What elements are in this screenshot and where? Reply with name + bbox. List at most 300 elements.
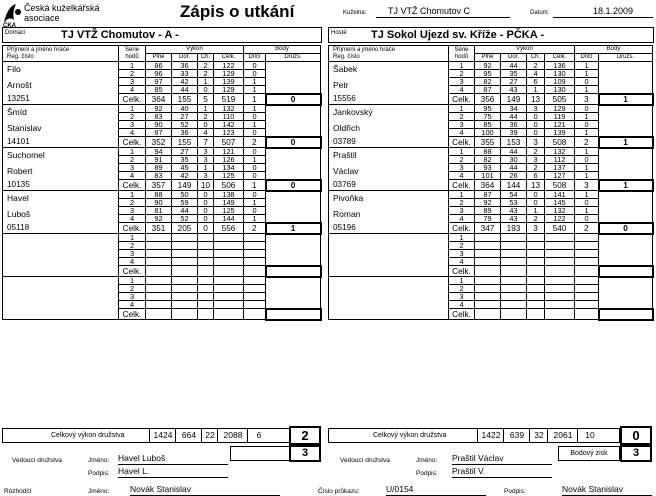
series-number: 4 [449,301,475,309]
series-number: 1 [449,277,475,285]
series-number: 3 [119,78,146,86]
total-celk: 506 [214,180,244,191]
score-plne [146,301,172,309]
score-celk: 127 [545,172,575,180]
score-plne: 97 [146,78,172,86]
score-plne: 81 [146,207,172,215]
score-celk [214,234,244,242]
player-surname: Havel [3,191,119,207]
score-dor [501,301,527,309]
score-plne: 95 [475,105,501,113]
score-dilci: 0 [244,70,266,78]
score-celk: 144 [214,215,244,223]
series-number: 1 [119,277,146,285]
score-ch: 0 [527,191,545,199]
score-dor: 50 [172,191,198,199]
score-dilci: 1 [244,199,266,207]
druzs-empty [266,191,321,223]
player-reg-number: 03789 [329,137,449,148]
score-ch: 1 [527,207,545,215]
player-surname: Suchomel [3,148,119,164]
score-ch [527,242,545,250]
plne-col-header: Plné [475,54,501,62]
score-dilci: 0 [244,191,266,199]
score-plne [146,293,172,301]
score-ch: 0 [527,199,545,207]
score-dilci: 0 [244,148,266,156]
score-dilci [575,242,599,250]
total-label: Celk. [119,180,146,191]
score-ch [527,285,545,293]
series-number: 4 [119,129,146,137]
series-number: 4 [119,86,146,94]
player-total-row [329,266,653,277]
total-dilci: 2 [575,137,599,148]
series-number: 3 [449,293,475,301]
ch-col-header: Ch. [198,54,214,62]
score-celk: 109 [545,78,575,86]
guest-sum-plne: 1422 [477,429,504,442]
player-total-row [329,137,653,148]
score-celk: 134 [214,164,244,172]
guest-team-header [328,27,654,43]
total-plne: 357 [146,180,172,191]
score-dor: 44 [501,148,527,156]
total-celk: 540 [545,223,575,234]
guest-summary-row [328,428,620,443]
home-team-header [2,27,322,43]
series-number: 4 [449,129,475,137]
score-dor: 54 [501,191,527,199]
home-sum-dor: 664 [175,429,202,442]
team-points-box [266,309,321,320]
total-dor: 149 [501,94,527,105]
score-dilci: 1 [575,129,599,137]
player-reg-number: 03769 [329,180,449,191]
score-dilci: 1 [244,121,266,129]
druzs-col-header: Družs. [599,54,653,62]
druzs-empty [599,62,653,94]
score-plne: 92 [475,62,501,70]
series-number: 1 [449,62,475,70]
score-celk [214,250,244,258]
total-label: Celk. [119,223,146,234]
series-number: 1 [119,234,146,242]
score-ch: 2 [527,62,545,70]
score-dilci [244,234,266,242]
score-dor: 44 [172,207,198,215]
score-dor: 36 [172,62,198,70]
total-dor: 155 [172,137,198,148]
home-summary-label: Celkový výkon družstva [51,432,125,439]
team-points-box: 1 [599,94,653,105]
score-dilci: 0 [244,164,266,172]
total-dilci: 1 [244,180,266,191]
score-ch [527,234,545,242]
score-plne: 85 [146,86,172,94]
player-reg-number [3,309,119,320]
body-header: Body [575,46,653,54]
score-dor [501,285,527,293]
name-header-line1: Příjmení a jméno hráče [333,46,396,53]
series-number: 3 [119,207,146,215]
score-plne [146,242,172,250]
guest-podpis-label: Podpis: [416,470,438,477]
score-celk [214,242,244,250]
home-captain-name: Havel Luboš [118,453,228,465]
page-title: Zápis o utkání [180,2,295,21]
score-ch: 1 [198,78,214,86]
score-dilci [244,277,266,285]
series-number: 4 [449,172,475,180]
score-dilci: 0 [244,62,266,70]
total-dilci: 3 [575,180,599,191]
score-dor: 42 [172,172,198,180]
score-dor: 36 [501,121,527,129]
series-number: 1 [119,148,146,156]
total-celk: 508 [545,180,575,191]
home-team-name: TJ VTŽ Chomutov - A - [61,29,179,41]
player-reg-number [329,266,449,277]
player-firstname [3,250,119,266]
home-summary-row [2,428,290,443]
score-celk: 132 [214,105,244,113]
home-sum-plne: 1424 [149,429,176,442]
series-number: 3 [119,250,146,258]
score-plne [475,277,501,285]
series-number: 2 [449,285,475,293]
player-firstname [3,293,119,309]
total-celk: 505 [545,94,575,105]
player-reg-number: 10135 [3,180,119,191]
score-dilci [575,250,599,258]
series-number: 4 [449,258,475,266]
score-celk: 132 [545,207,575,215]
referee-podpis-label: Podpis: [504,488,526,495]
score-ch: 4 [198,129,214,137]
total-celk: 556 [214,223,244,234]
series-number: 2 [449,70,475,78]
score-plne [146,277,172,285]
player-series-row [3,148,321,156]
score-celk: 149 [214,199,244,207]
score-celk: 139 [545,129,575,137]
team-points-box: 1 [599,137,653,148]
score-plne [475,258,501,266]
venue-value: TJ VTŽ Chomutov C [376,6,510,18]
home-jmeno-label: Jméno: [88,457,110,464]
score-dor: 40 [172,105,198,113]
score-ch [198,293,214,301]
player-reg-number: 13251 [3,94,119,105]
score-ch: 0 [198,121,214,129]
score-dor [172,285,198,293]
druzs-empty [599,191,653,223]
score-celk: 121 [214,148,244,156]
total-celk [545,266,575,277]
series-number: 2 [449,156,475,164]
home-captain-label: Vedoucí družstva [12,457,62,464]
score-plne: 100 [475,129,501,137]
series-number: 2 [119,113,146,121]
player-total-row [329,94,653,105]
guest-sum-ch: 32 [529,429,548,442]
team-points-box: 0 [599,223,653,234]
svg-text:ČKA: ČKA [3,23,16,28]
total-plne [475,309,501,320]
score-dilci: 1 [575,207,599,215]
score-ch: 0 [198,207,214,215]
score-plne: 86 [146,62,172,70]
score-dor: 44 [501,113,527,121]
druzs-empty [266,234,321,266]
total-dilci: 2 [244,223,266,234]
player-firstname: Robert [3,164,119,180]
score-plne: 94 [146,148,172,156]
total-plne: 352 [146,137,172,148]
druzs-empty [266,105,321,137]
score-celk: 125 [214,207,244,215]
score-dor: 35 [501,70,527,78]
score-plne: 92 [475,199,501,207]
score-ch: 3 [527,105,545,113]
score-dilci: 0 [575,78,599,86]
score-dor [172,301,198,309]
guest-jmeno-label: Jméno: [416,457,438,464]
druzs-empty [599,277,653,309]
player-firstname: Stanislav [3,121,119,137]
ch-col-header: Ch. [527,54,545,62]
series-number: 3 [119,164,146,172]
score-plne: 90 [146,121,172,129]
score-dilci [244,301,266,309]
score-dilci: 0 [244,172,266,180]
score-dilci [575,301,599,309]
score-celk: 130 [545,70,575,78]
score-ch: 0 [198,191,214,199]
score-dor: 43 [501,207,527,215]
player-surname [329,234,449,250]
total-dilci: 2 [244,137,266,148]
score-dilci: 1 [244,105,266,113]
player-total-row [3,137,321,148]
score-ch: 2 [527,148,545,156]
home-label: Domácí [5,30,26,36]
score-celk: 132 [545,148,575,156]
guest-summary-label: Celkový výkon družstva [373,432,447,439]
score-plne [146,234,172,242]
referee-label: Rozhodčí [4,488,32,495]
score-plne: 88 [146,191,172,199]
score-dor [172,293,198,301]
total-label: Celk. [119,137,146,148]
player-series-row [329,62,653,70]
score-dor: 43 [501,215,527,223]
score-dor [501,258,527,266]
score-dilci: 1 [244,215,266,223]
home-sum-dilci: 6 [247,429,270,442]
score-dor: 27 [501,78,527,86]
score-dilci [575,258,599,266]
home-summary-points: 2 [289,426,321,445]
series-number: 2 [119,285,146,293]
score-dor [172,234,198,242]
score-ch: 2 [527,164,545,172]
score-dilci: 1 [575,164,599,172]
score-dilci: 1 [575,86,599,94]
score-plne: 82 [475,78,501,86]
score-dor [172,277,198,285]
score-plne: 92 [146,215,172,223]
name-header-line1: Příjmení a jméno hráče [7,46,70,53]
score-dilci: 0 [575,199,599,207]
dor-col-header: Dor. [172,54,198,62]
guest-captain-name: Praštil Václav [452,453,552,465]
guest-label: Hosté [331,30,347,36]
score-celk [545,258,575,266]
druzs-empty [266,148,321,180]
player-reg-number: 05118 [3,223,119,234]
score-celk [214,285,244,293]
score-celk [545,250,575,258]
player-series-row [329,277,653,285]
series-number: 4 [119,215,146,223]
total-plne: 347 [475,223,501,234]
player-surname: Filo [3,62,119,78]
total-dor: 144 [501,180,527,191]
total-dor [172,309,198,320]
header-row [3,46,321,54]
score-plne [475,293,501,301]
home-sum-ch: 22 [201,429,218,442]
score-dilci [575,293,599,301]
dilci-col-header: Dílčí [575,54,599,62]
score-celk [545,285,575,293]
score-dilci: 1 [575,148,599,156]
total-celk [214,309,244,320]
score-dor [172,250,198,258]
score-celk [214,301,244,309]
score-dilci: 1 [244,156,266,164]
referee-name: Novák Stanislav [130,484,280,496]
series-number: 4 [119,172,146,180]
total-label: Celk. [449,180,475,191]
score-dilci [244,258,266,266]
score-ch: 0 [198,199,214,207]
series-number: 4 [119,258,146,266]
total-ch: 7 [198,137,214,148]
score-celk: 129 [214,70,244,78]
player-firstname: Luboš [3,207,119,223]
total-dor [172,266,198,277]
score-dor: 27 [172,148,198,156]
total-label: Celk. [449,137,475,148]
druzs-empty [266,62,321,94]
name-header-line2: Reg. číslo [7,53,34,60]
score-dor: 44 [172,86,198,94]
guest-match-points: 3 [620,445,652,462]
player-total-row [3,180,321,191]
score-plne [146,285,172,293]
player-surname [3,234,119,250]
score-dilci: 0 [575,121,599,129]
home-sum-celk: 2088 [217,429,248,442]
score-plne: 75 [475,113,501,121]
celk-col-header: Celk. [214,54,244,62]
license-value: U/0154 [386,484,486,496]
series-header-line1: Série [454,46,469,53]
association-name: Česká kuželkářská asociace [24,3,100,23]
player-series-row [3,191,321,199]
player-reg-number: 05196 [329,223,449,234]
total-label: Celk. [119,94,146,105]
score-plne [475,234,501,242]
header-row [329,46,653,54]
druzs-empty [599,148,653,180]
score-dor: 36 [172,129,198,137]
team-points-box [599,309,653,320]
player-firstname [329,293,449,309]
score-plne: 88 [475,148,501,156]
score-celk: 122 [545,215,575,223]
score-dor [501,242,527,250]
score-dor [501,250,527,258]
license-label: Číslo průkazu: [318,488,360,495]
score-ch [198,301,214,309]
score-dor: 53 [501,199,527,207]
team-points-box: 0 [266,180,321,191]
score-dor: 34 [501,105,527,113]
player-series-row [329,234,653,242]
score-dor: 33 [172,70,198,78]
total-plne [146,309,172,320]
total-ch [527,309,545,320]
score-ch: 1 [198,164,214,172]
score-celk: 139 [214,78,244,86]
name-col-header [329,46,449,62]
total-ch [527,266,545,277]
player-surname [329,277,449,293]
dor-col-header: Dor. [501,54,527,62]
score-ch [198,242,214,250]
player-firstname: Petr [329,78,449,94]
score-ch: 0 [198,215,214,223]
score-celk: 137 [545,164,575,172]
body-header: Body [244,46,321,54]
score-dor [172,242,198,250]
player-total-row [329,180,653,191]
score-celk: 125 [214,172,244,180]
player-total-row [3,266,321,277]
score-celk [214,293,244,301]
total-ch: 3 [527,223,545,234]
score-ch: 6 [527,172,545,180]
player-firstname: Roman [329,207,449,223]
score-ch: 4 [527,70,545,78]
score-celk: 121 [545,121,575,129]
score-dor: 52 [172,215,198,223]
score-celk [545,293,575,301]
score-dilci: 0 [244,129,266,137]
cka-logo-icon [2,2,24,28]
score-ch: 3 [198,172,214,180]
total-celk: 519 [214,94,244,105]
guest-score-table [328,45,654,321]
player-series-row [329,105,653,113]
score-dor: 42 [172,78,198,86]
player-surname: Pivoňka [329,191,449,207]
score-dilci: 1 [575,113,599,121]
